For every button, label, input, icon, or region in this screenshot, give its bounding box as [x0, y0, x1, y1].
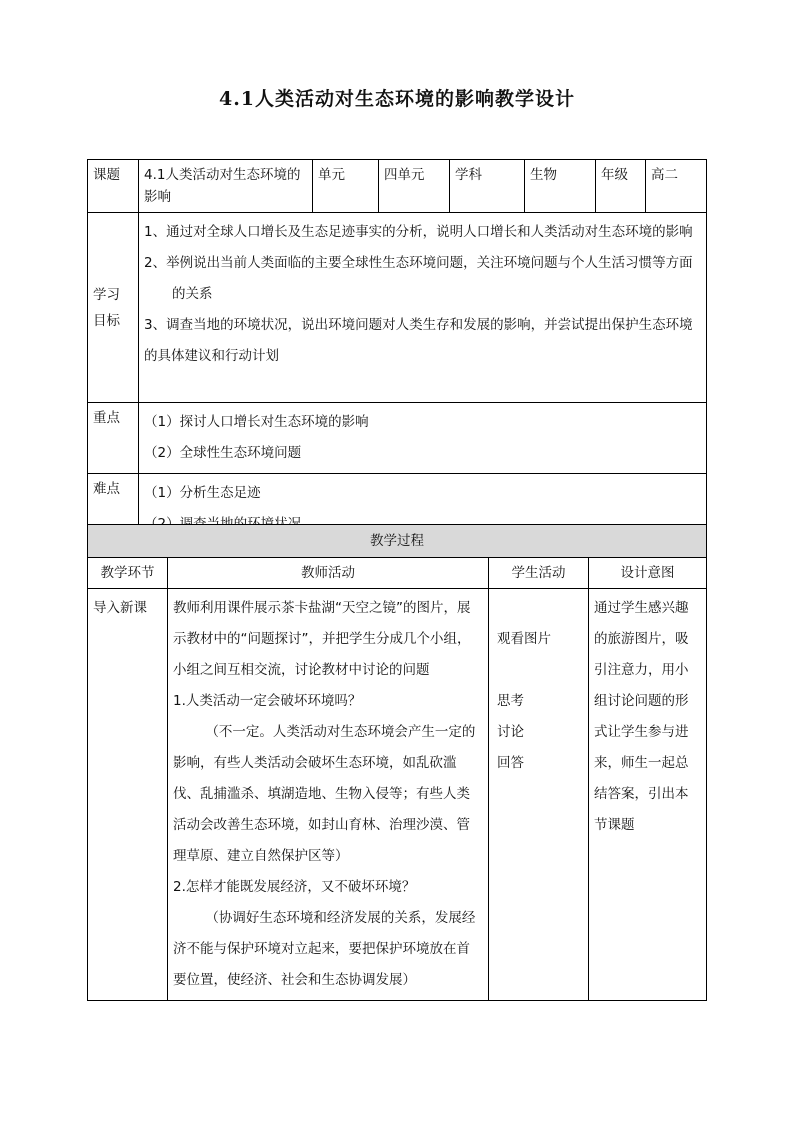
unit-value: 四单元 — [379, 160, 450, 213]
column-teacher: 教师活动 — [168, 558, 489, 589]
grade-label: 年级 — [596, 160, 646, 213]
subject-value: 生物 — [525, 160, 596, 213]
teaching-process-table — [87, 524, 707, 1001]
topic-label: 课题 — [88, 160, 139, 213]
student-activity-item: 思考 — [497, 693, 524, 709]
grade-value: 高二 — [646, 160, 707, 213]
teacher-paragraph: 教师利用课件展示茶卡盐湖“天空之镜”的图片，展示教材中的“问题探讨”，并把学生分成几个小组，小组之间互相交流，讨论教材中讨论的问题 — [173, 600, 471, 678]
page-title: 4.1人类活动对生态环境的影响教学设计 — [218, 88, 576, 110]
key-point-item: （1）探讨人口增长对生态环境的影响 — [144, 414, 369, 430]
answer-2: （协调好生态环境和经济发展的关系，发展经济不能与保护环境对立起来，要把保护环境放在首要位置，使经济、社会和生态协调发展） — [173, 910, 476, 988]
unit-label: 单元 — [313, 160, 379, 213]
spacer — [497, 593, 583, 624]
difficulties-label: 难点 — [88, 474, 139, 545]
topic-value: 4.1人类活动对生态环境的影响 — [139, 160, 313, 213]
column-design: 设计意图 — [589, 558, 707, 589]
column-stage: 教学环节 — [88, 558, 168, 589]
question-1: 1.人类活动一定会破坏环境吗？ — [173, 693, 362, 709]
stage-cell: 导入新课 — [88, 589, 168, 1001]
key-point-item: （2）全球性生态环境问题 — [144, 445, 302, 461]
objective-item: 3、调查当地的环境状况，说出环境问题对人类生存和发展的影响，并尝试提出保护生态环境的具体建议和行动计划 — [144, 317, 693, 364]
question-2: 2.怎样才能既发展经济，又不破坏环境？ — [173, 879, 416, 895]
difficulty-item: （1）分析生态足迹 — [144, 485, 261, 501]
objectives-label — [88, 213, 139, 403]
column-student: 学生活动 — [489, 558, 589, 589]
student-activity-cell — [489, 589, 589, 1001]
subject-label: 学科 — [450, 160, 525, 213]
student-activity-item: 讨论 — [497, 724, 524, 740]
student-activity-item: 观看图片 — [497, 631, 551, 647]
process-header: 教学过程 — [88, 525, 707, 558]
key-points-content — [139, 403, 707, 474]
objectives-content — [139, 213, 707, 403]
objectives-label-text: 学习目标 — [93, 286, 120, 329]
objective-item: 2、举例说出当前人类面临的主要全球性生态环境问题，关注环境问题与个人生活习惯等方面的关系 — [144, 255, 693, 302]
answer-1: （不一定。人类活动对生态环境会产生一定的影响，有些人类活动会破坏生态环境，如乱砍滥伐、乱捕滥杀、填湖造地、生物入侵等；有些人类活动会改善生态环境，如封山育林、治理沙漠、管理草原、建立自然保护区等） — [173, 724, 476, 864]
spacer — [497, 655, 583, 686]
key-points-label: 重点 — [88, 403, 139, 474]
objective-item: 1、通过对全球人口增长及生态足迹事实的分析，说明人口增长和人类活动对生态环境的影响 — [144, 224, 693, 240]
teacher-activity-cell — [168, 589, 489, 1001]
student-activity-item: 回答 — [497, 755, 524, 771]
course-info-table — [87, 159, 707, 545]
design-intent-cell: 通过学生感兴趣的旅游图片，吸引注意力，用小组讨论问题的形式让学生参与进来，师生一起总结答案，引出本节课题 — [589, 589, 707, 1001]
